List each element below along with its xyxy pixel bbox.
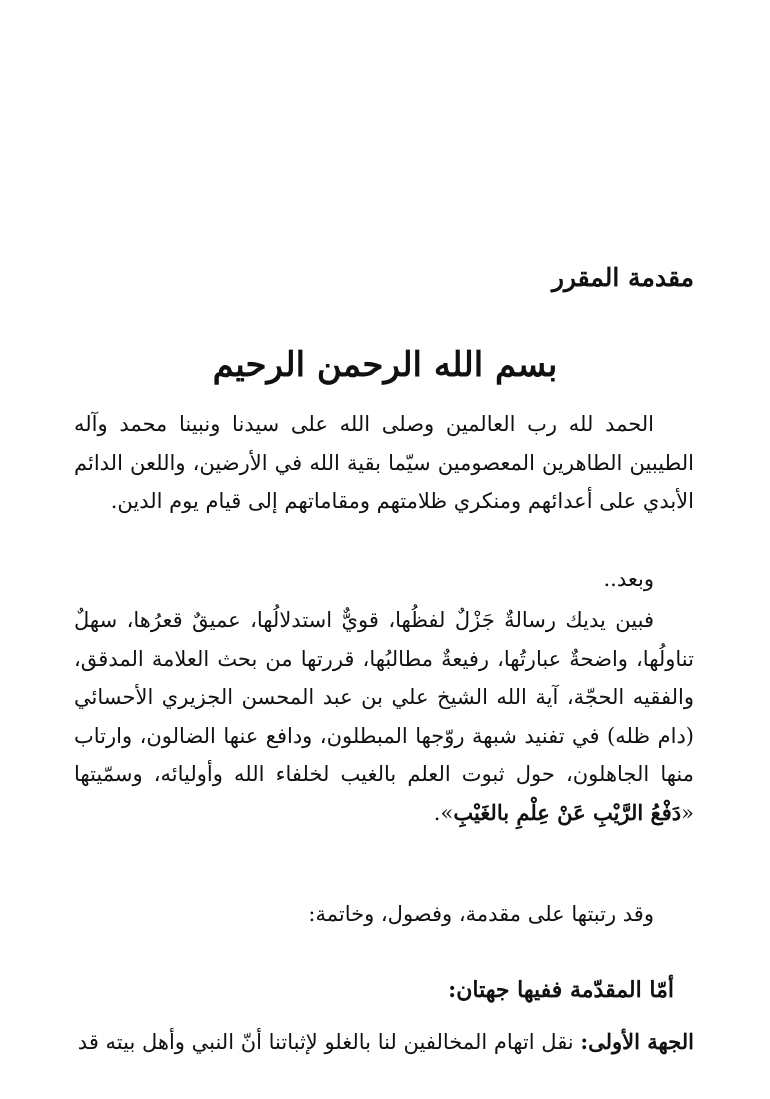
section-intro-title: أمّا المقدّمة ففيها جهتان: bbox=[448, 977, 674, 1003]
paragraph-wa-baad: وبعد.. bbox=[603, 567, 654, 591]
first-aspect-text: نقل اتهام المخالفين لنا بالغلو لإثباتنا أنّ النبي وأهل بيته قد bbox=[77, 1030, 581, 1054]
section-first-aspect bbox=[74, 1022, 694, 1062]
page-heading: مقدمة المقرر bbox=[551, 263, 694, 292]
paragraph-introduction-text: فبين يديك رسالةٌ جَزْلٌ لفظُها، قويٌّ استدلالُها، عميقٌ قعرُها، سهلٌ تناولُها، واضحةٌ عبارتُها، رفيعةٌ مطالبُها، قررتها من بحث العلامة المدقق، والفقيه الحجّة، آية الله الشيخ علي بن عبد المحسن الجزيري الأحسائي (دام ظله) في تفنيد شبهة روّجها المبطلون، ودافع عنها الضالون، وارتاب منها الجاهلون، حول ثبوت العلم بالغيب لخلفاء الله وأوليائه، وسمّيتها « bbox=[74, 608, 694, 825]
paragraph-introduction bbox=[74, 601, 694, 873]
first-aspect-label: الجهة الأولى: bbox=[580, 1029, 694, 1054]
paragraph-arrangement: وقد رتبتها على مقدمة، وفصول، وخاتمة: bbox=[308, 902, 654, 926]
paragraph-introduction-end: ». bbox=[433, 800, 454, 825]
book-title: دَفْعُ الرَّيْبِ عَنْ عِلْمِ بالغَيْبِ bbox=[453, 799, 682, 825]
paragraph-praise: الحمد لله رب العالمين وصلى الله على سيدنا ونبينا محمد وآله الطيبين الطاهرين المعصومين سيّما بقية الله في الأرضين، واللعن الدائم الأبدي على أعدائهم ومنكري ظلامتهم ومقاماتهم إلى قيام يوم الدين. bbox=[74, 412, 694, 514]
basmala-calligraphy: بسم الله الرحمن الرحيم bbox=[212, 345, 558, 385]
